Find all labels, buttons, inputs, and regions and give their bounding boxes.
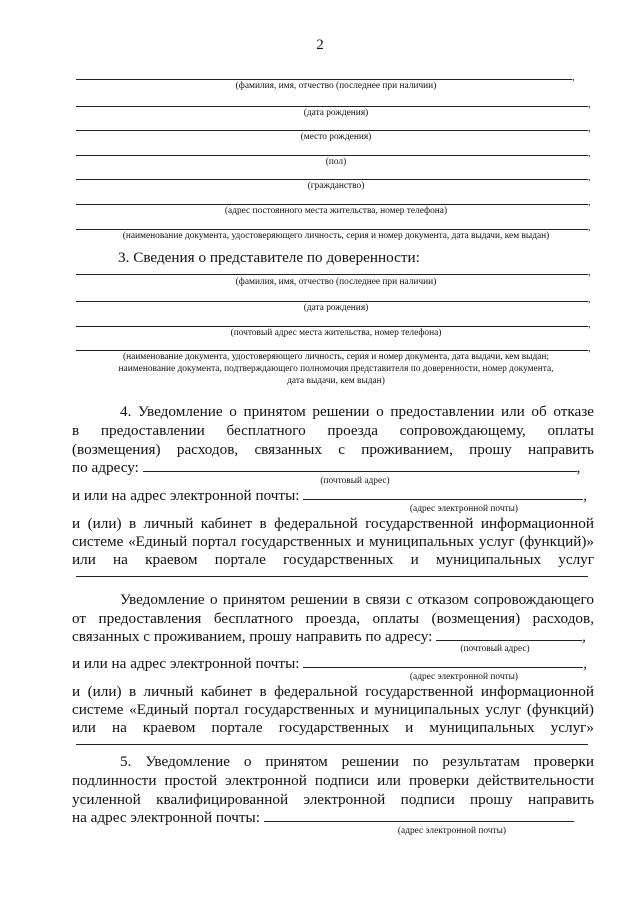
representative-documents-caption-1: (наименование документа, удостоверяющего личность, серия и номер документа, дата выдачи, кем выдан; bbox=[122, 352, 550, 362]
line-comma: , bbox=[588, 267, 591, 278]
applicant-address-caption: (адрес постоянного места жительства, номер телефона) bbox=[224, 206, 448, 216]
line-comma: , bbox=[582, 628, 586, 645]
applicant-sex-caption: (пол) bbox=[325, 157, 347, 167]
line-comma: , bbox=[588, 294, 591, 305]
postal-address-label: по адресу: bbox=[72, 459, 139, 476]
applicant-citizenship-caption: (гражданство) bbox=[307, 181, 365, 191]
representative-address-caption: (почтовый адрес места жительства, номер телефона) bbox=[230, 328, 442, 338]
refusal-cabinet-line-3: или на краевом портале государственных и муниципальных услуг» bbox=[72, 719, 594, 736]
refusal-email-row bbox=[72, 655, 594, 674]
representative-address-line bbox=[76, 326, 588, 327]
section5-line-2: подлинности простой электронной подписи или проверки действительности bbox=[72, 772, 594, 789]
line-comma: , bbox=[588, 123, 591, 134]
applicant-birthplace-line bbox=[76, 130, 588, 131]
line-comma: , bbox=[588, 197, 591, 208]
representative-name-line bbox=[76, 274, 588, 275]
refusal-email-label: и или на адрес электронной почты: bbox=[72, 655, 300, 672]
applicant-citizenship-line bbox=[76, 179, 588, 180]
refusal-cabinet-line-1: и (или) в личный кабинет в федеральной государственной информационной bbox=[72, 683, 594, 700]
line-comma: , bbox=[588, 319, 591, 330]
representative-name-caption: (фамилия, имя, отчество (последнее при наличии) bbox=[235, 277, 437, 287]
line-comma: , bbox=[588, 172, 591, 183]
section4-line-3: (возмещения) расходов, связанных с проживанием, прошу направить bbox=[72, 441, 594, 458]
postal-address-caption: (почтовый адрес) bbox=[320, 476, 390, 486]
postal-address-field[interactable] bbox=[143, 459, 577, 472]
section4-cabinet-line-3: или на краевом портале государственных и муниципальных услуг bbox=[72, 551, 594, 568]
representative-birthdate-line bbox=[76, 301, 588, 302]
section5-line-1: 5. Уведомление о принятом решении по результатам проверки bbox=[120, 753, 594, 770]
representative-documents-caption-3: дата выдачи, кем выдан) bbox=[287, 376, 385, 386]
applicant-name-line bbox=[76, 79, 572, 80]
refusal-cabinet-line-2: системе «Единый портал государственных и муниципальных услуг (функций) bbox=[72, 701, 594, 718]
representative-birthdate-caption: (дата рождения) bbox=[303, 303, 369, 313]
line-comma: , bbox=[588, 222, 591, 233]
representative-heading: 3. Сведения о представителе по доверенности: bbox=[118, 249, 420, 266]
section5-line-4 bbox=[72, 809, 594, 828]
refusal-postal-caption: (почтовый адрес) bbox=[460, 644, 530, 654]
line-comma: , bbox=[588, 99, 591, 110]
section5-email-field[interactable] bbox=[264, 809, 574, 822]
applicant-birthdate-line bbox=[76, 106, 588, 107]
refusal-postal-field[interactable] bbox=[436, 628, 582, 641]
refusal-email-caption: (адрес электронной почты) bbox=[409, 672, 519, 682]
applicant-birthplace-caption: (место рождения) bbox=[300, 132, 372, 142]
section4-line-2: в предоставлении бесплатного проезда сопровождающему, оплаты bbox=[72, 422, 594, 439]
line-comma: , bbox=[583, 487, 588, 504]
applicant-birthdate-caption: (дата рождения) bbox=[303, 108, 369, 118]
section5-line-3: усиленной квалифицированной электронной подписи прошу направить bbox=[72, 791, 594, 808]
refusal-email-field[interactable] bbox=[303, 655, 583, 668]
line-comma: , bbox=[588, 343, 591, 354]
portal-line bbox=[76, 576, 588, 577]
representative-documents-caption-2: наименование документа, подтверждающего полномочия представителя по доверенности, номер документа, bbox=[118, 364, 554, 374]
section4-cabinet-line-2: системе «Единый портал государственных и муниципальных услуг (функций)» bbox=[72, 533, 594, 550]
line-comma: , bbox=[572, 72, 575, 83]
email-label: и или на адрес электронной почты: bbox=[72, 487, 300, 504]
applicant-sex-line bbox=[76, 155, 588, 156]
section4-email-row bbox=[72, 487, 594, 506]
applicant-id-document-line bbox=[76, 229, 588, 230]
email-caption: (адрес электронной почты) bbox=[409, 504, 519, 514]
representative-documents-line bbox=[76, 350, 588, 351]
section4-cabinet-line-1: и (или) в личный кабинет в федеральной государственной информационной bbox=[72, 515, 594, 532]
refusal-postal-label: связанных с проживанием, прошу направить по адресу: bbox=[72, 628, 433, 645]
refusal-line-2: от предоставления бесплатного проезда, оплаты (возмещения) расходов, bbox=[72, 610, 594, 627]
email-field[interactable] bbox=[303, 487, 583, 500]
refusal-line-1: Уведомление о принятом решении в связи с отказом сопровождающего bbox=[120, 591, 594, 608]
line-comma: , bbox=[588, 148, 591, 159]
applicant-address-line bbox=[76, 204, 588, 205]
line-comma: , bbox=[576, 459, 581, 476]
section4-line-1: 4. Уведомление о принятом решении о предоставлении или об отказе bbox=[120, 403, 594, 420]
line-comma: , bbox=[583, 655, 588, 672]
section5-email-caption: (адрес электронной почты) bbox=[397, 826, 507, 836]
page-number: 2 bbox=[316, 37, 324, 53]
section5-email-label: на адрес электронной почты: bbox=[72, 809, 260, 826]
applicant-name-caption: (фамилия, имя, отчество (последнее при наличии) bbox=[235, 81, 437, 91]
section4-line-4 bbox=[72, 459, 594, 478]
refusal-portal-line bbox=[76, 744, 588, 745]
applicant-id-document-caption: (наименование документа, удостоверяющего личность, серия и номер документа, дата выдачи, кем выдан) bbox=[122, 231, 550, 241]
